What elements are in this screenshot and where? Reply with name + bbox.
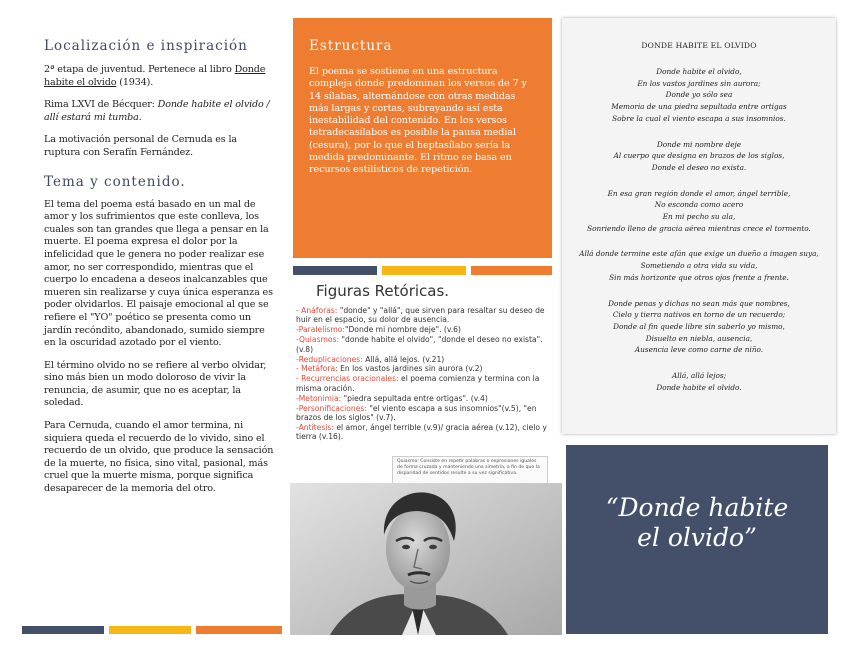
portrait-illustration xyxy=(290,483,562,635)
title-quote xyxy=(606,493,789,553)
paragraph-olvido: El término olvido no se refiere al verbo olvidar, sino más bien un modo doloroso de vivir la renuncia, de asumir, que no es aceptar, la soledad. xyxy=(44,359,267,409)
figure-term: -Reduplicaciones: xyxy=(296,354,366,364)
figure-term: -Personificaciones: xyxy=(296,403,370,413)
paragraph-cernuda: Para Cernuda, cuando el amor termina, ni siquiera queda el recuerdo de lo vivido, sino el recuerdo de un olvido, que produce la sensación de la muerte, no física, sino vital, pasional, más cruel que la muerte misma, porque significa desaparecer de la memoria del otro. xyxy=(44,420,274,495)
figure-term: - Metáfora: xyxy=(296,364,341,374)
poem-title-box xyxy=(566,445,828,634)
figure-item xyxy=(296,423,560,442)
figures-list xyxy=(288,306,560,442)
poem-panel xyxy=(562,18,836,434)
rhetorical-figures-panel xyxy=(288,282,560,482)
poem-stanzas xyxy=(562,66,836,393)
figure-term: -Metonimia: xyxy=(296,393,344,403)
bar-orange xyxy=(471,266,552,275)
poem-line: Donde al fin quede libre sin saberlo yo mismo, xyxy=(613,321,785,331)
figure-description: Allá, allá lejos. (v.21) xyxy=(365,354,445,364)
poem-line: Sin más horizonte que otros ojos frente a frente. xyxy=(609,272,789,282)
structure-box xyxy=(293,18,552,258)
poem-stanza xyxy=(562,298,836,357)
bar-navy xyxy=(293,266,377,275)
figure-item xyxy=(296,364,560,373)
figure-item xyxy=(296,404,560,423)
poem-line: Sometiendo a otra vida su vida, xyxy=(640,261,758,271)
poem-line: Cielo y tierra nativos en torno de un recuerdo; xyxy=(612,310,786,320)
structure-text: El poema se sostiene en una estructura compleja donde predominan los versos de 7 y 14 sílabas, alternándose con otras medidas más largas y cortas, subrayando así esta inestabilidad del contenido. En los versos tetradecasílabos es posible la pausa medial (cesura), por lo que el heptasílabo sería la medida predominante. El ritmo se basa en recursos estilísticos de repetición. xyxy=(309,66,527,176)
quiasmo-note: Quiasmo: Consiste en repetir palabras o expresiones iguales de forma cruzada y manteniendo una simetría, a fin de que la disparidad de sentidos resulte a su vez significativa. xyxy=(392,456,548,484)
figure-term: - Anáforas: xyxy=(296,306,340,315)
poem-line: Memoria de una piedra sepultada entre ortigas xyxy=(611,102,787,112)
bar-yellow xyxy=(109,626,191,634)
poem-line: Sonriendo lleno de gracia aérea mientras crece el tormento. xyxy=(587,223,811,233)
left-column xyxy=(44,38,276,506)
poem-line: Donde mi nombre deje xyxy=(656,139,742,149)
portrait-photo xyxy=(290,483,562,635)
figure-description: "el viento escapa a sus insomnios"(v.5), "en brazos de los siglos" (v.7). xyxy=(296,403,537,422)
bar-navy xyxy=(22,626,104,634)
figure-item xyxy=(296,355,560,364)
heading-estructura: Estructura xyxy=(309,38,393,54)
paragraph-motivacion: La motivación personal de Cernuda es la ruptura con Serafín Fernández. xyxy=(44,134,237,158)
poem-line: En esa gran región donde el amor, ángel terrible, xyxy=(607,188,791,198)
title-line-1: “Donde habite xyxy=(605,493,789,522)
heading-localizacion: Localización e inspiración xyxy=(44,38,248,54)
paragraph-tema: El tema del poema está basado en un mal de amor y los sufrimientos que este conlleva, los cuales son tan grandes que llega a pensar en la muerte. El poema expresa el dolor por la infelicidad que le genera no poder realizar ese amor, no ser correspondido, mientras que el cuerpo lo encadena a deseos inalcanzables que mueren sin realizarse y cuya única esperanza es poder olvidarlos. El paisaje emocional al que se refiere el "YO" poético se presenta como un jardín recóndito, abandonado, sumido siempre en la oscuridad azotado por el viento. xyxy=(44,198,273,349)
heading-tema: Tema y contenido. xyxy=(44,173,186,190)
figure-description: "donde" y "allá", que sirven para resaltar su deseo de huir en el espacio, su dolor de ausencia. xyxy=(296,306,545,325)
figure-term: - Recurrencias oracionales: xyxy=(296,374,402,384)
poem-line: Donde yo sólo sea xyxy=(665,90,733,100)
figure-term: -Quiasmos: xyxy=(296,335,342,345)
figure-description: "donde habite el olvido", "donde el deseo no exista". (v.8) xyxy=(296,335,543,354)
poem-line: Ausencia leve como carne de niño. xyxy=(634,345,764,355)
poem-stanza xyxy=(562,248,836,283)
bar-orange xyxy=(196,626,282,634)
figure-item xyxy=(296,374,560,393)
poem-stanza xyxy=(562,66,836,125)
book-title-link: Donde habite el olvido xyxy=(44,64,266,88)
poem-stanza xyxy=(562,370,836,393)
paragraph-rima: Rima LXVI de Bécquer: Donde habite el olvido / allí estará mi tumba. xyxy=(44,99,270,123)
poem-line: No esconda como acero xyxy=(654,200,744,210)
figure-description: "Donde mi nombre deje". (v.6) xyxy=(344,325,461,335)
figure-term: -Paralelismo: xyxy=(296,325,345,335)
figure-description: En los vastos jardines sin aurora (v.2) xyxy=(340,364,483,374)
poem-line: Donde habite el olvido. xyxy=(656,382,742,392)
poem-line: Allá, allá lejos; xyxy=(671,371,727,381)
figure-item xyxy=(296,325,560,334)
poem-line: Donde penas y dichas no sean más que nombres, xyxy=(608,298,790,308)
poem-line: Al cuerpo que designa en brazos de los siglos, xyxy=(613,151,785,161)
poem-stanza xyxy=(562,188,836,235)
poem-line: En los vastos jardines sin aurora; xyxy=(637,78,761,88)
becquer-quote: Donde habite el olvido / allí estará mi tumba. xyxy=(44,99,270,123)
poem-title: DONDE HABITE EL OLVIDO xyxy=(641,41,757,50)
poem-line: Donde habite el olvido, xyxy=(656,67,742,76)
poem-line: Disuelto en niebla, ausencia, xyxy=(645,333,753,343)
poem-line: En mi pecho su ala, xyxy=(662,212,736,222)
figure-item xyxy=(296,335,560,354)
title-line-2: el olvido” xyxy=(637,523,757,552)
figure-item xyxy=(296,394,560,403)
figure-term: -Antítesis: xyxy=(296,422,337,432)
paragraph-etapa: 2ª etapa de juventud. Pertenece al libro Donde habite el olvido (1934). xyxy=(44,64,266,88)
poem-stanza xyxy=(562,139,836,174)
bar-yellow xyxy=(382,266,466,275)
figures-title: Figuras Retóricas. xyxy=(316,282,450,300)
figure-description: el poema comienza y termina con la misma oración. xyxy=(296,374,540,393)
figure-description: el amor, ángel terrible (v.9)/ gracia aérea (v.12), cielo y tierra (v.16). xyxy=(296,422,547,442)
poem-line: Sobre la cual el viento escapa a sus insomnios. xyxy=(612,113,786,123)
poem-line: Allá donde termine este afán que exige un dueño a imagen suya, xyxy=(579,249,819,259)
figure-description: "piedra sepultada entre ortigas". (v.4) xyxy=(343,393,488,403)
figure-item xyxy=(296,306,560,325)
poem-line: Donde el deseo no exista. xyxy=(651,162,747,172)
